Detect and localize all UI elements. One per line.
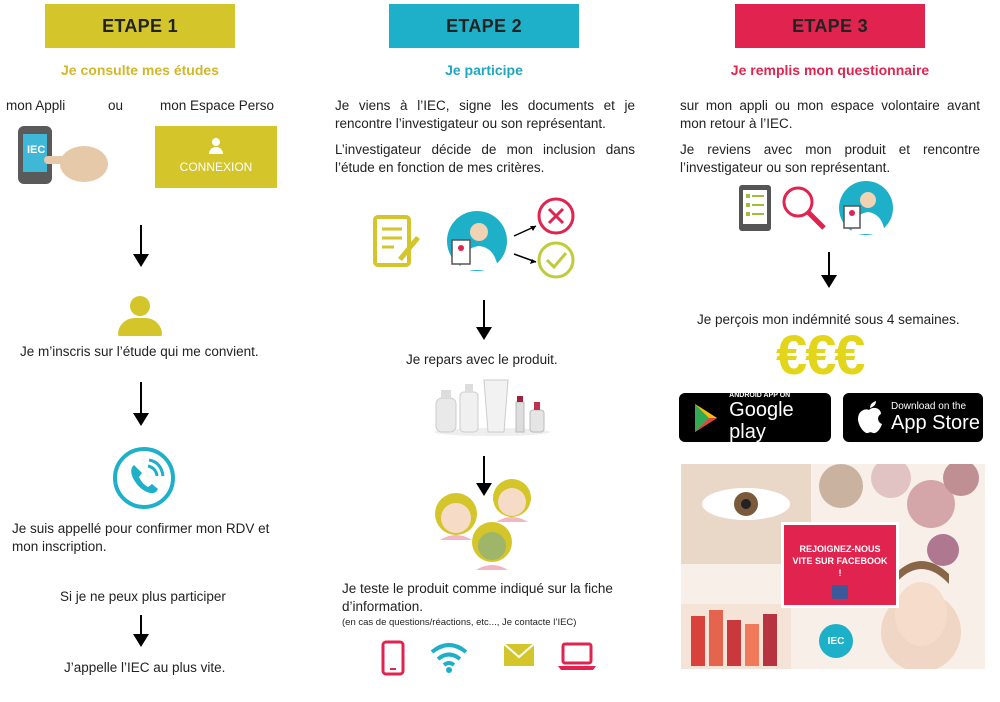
euros-text: €€€ xyxy=(776,323,864,386)
as-small-text: Download on the xyxy=(891,401,967,412)
arrow-down xyxy=(140,382,142,424)
person-icon xyxy=(118,296,162,336)
facebook-card[interactable] xyxy=(781,522,899,608)
appli-label: mon Appli xyxy=(6,98,66,113)
step3-p2: Je reviens avec mon produit et rencontre l’investigateur ou son représentant. xyxy=(680,142,980,175)
step3-subtitle: Je remplis mon questionnaire xyxy=(730,62,930,78)
step3-banner-label: ETAPE 3 xyxy=(792,15,868,36)
phone-call-icon xyxy=(112,446,176,510)
connexion-label: CONNEXION xyxy=(179,160,253,174)
arrow-down xyxy=(140,225,142,265)
step1-banner-label: ETAPE 1 xyxy=(102,15,178,36)
app-store-button[interactable] xyxy=(843,393,983,442)
step3-banner xyxy=(735,4,925,48)
hand-phone-icon xyxy=(14,124,110,188)
mail-icon xyxy=(502,642,536,670)
as-big-text: App Store xyxy=(891,412,980,434)
facebook-card-text: REJOIGNEZ-NOUS VITE SUR FACEBOOK ! xyxy=(792,544,888,578)
phone-logo: IEC xyxy=(27,144,46,156)
step2-subtitle: Je participe xyxy=(445,62,523,78)
tablet-icon xyxy=(738,184,772,232)
repars-text: Je repars avec le produit. xyxy=(406,352,558,367)
user-icon xyxy=(209,138,223,154)
arrow-down xyxy=(828,252,830,286)
no-more-text: Si je ne peux plus participer xyxy=(60,589,226,604)
connexion-button[interactable] xyxy=(155,126,277,188)
products-icon xyxy=(432,376,552,436)
doctor-icon xyxy=(838,180,894,236)
appel-text: Je suis appellé pour confirmer mon RDV et mon inscription. xyxy=(12,521,270,554)
google-play-button[interactable] xyxy=(679,393,831,442)
like-icon xyxy=(832,585,848,599)
accept-icon xyxy=(536,240,576,280)
iec-badge xyxy=(819,624,853,658)
iec-badge-label: IEC xyxy=(827,635,845,647)
inscription-text: Je m’inscris sur l’étude qui me convient. xyxy=(20,344,259,359)
step2-banner-label: ETAPE 2 xyxy=(446,15,522,36)
gp-small-text: ANDROID APP ON xyxy=(729,392,791,399)
laptop-icon xyxy=(557,642,597,672)
step2-p2: L’investigateur décide de mon inclusion dans l’étude en fonction de mes critères. xyxy=(335,142,635,175)
document-icon xyxy=(372,214,422,270)
step3-p1: sur mon appli ou mon espace volontaire avant mon retour à l’IEC. xyxy=(680,98,980,131)
step2-banner xyxy=(389,4,579,48)
phone-icon xyxy=(381,640,405,676)
gp-big-text: Google play xyxy=(729,399,794,443)
apple-icon xyxy=(853,400,885,436)
magnifier-icon xyxy=(780,184,828,232)
reject-icon xyxy=(536,196,576,236)
espace-label: mon Espace Perso xyxy=(160,98,275,113)
faces-icon xyxy=(434,478,554,576)
android-icon xyxy=(687,398,725,438)
arrow-down xyxy=(483,300,485,338)
step1-banner xyxy=(45,4,235,48)
step1-subtitle: Je consulte mes études xyxy=(61,62,219,78)
arrow-down xyxy=(140,615,142,645)
wifi-icon xyxy=(429,640,469,674)
beauty-collage xyxy=(681,464,985,669)
or-label: ou xyxy=(108,98,124,113)
doctor-icon xyxy=(446,210,508,272)
indemnite-text: Je perçois mon indémnité sous 4 semaines. xyxy=(697,312,960,327)
call-iec-text: J’appelle l’IEC au plus vite. xyxy=(64,660,226,675)
note-text: (en cas de questions/réactions, etc..., Je contacte l’IEC) xyxy=(342,617,577,628)
step2-p1: Je viens à l’IEC, signe les documents et je rencontre l’investigateur ou son représentant. xyxy=(335,98,635,131)
teste-text: Je teste le produit comme indiqué sur la fiche d’information. xyxy=(342,581,613,614)
